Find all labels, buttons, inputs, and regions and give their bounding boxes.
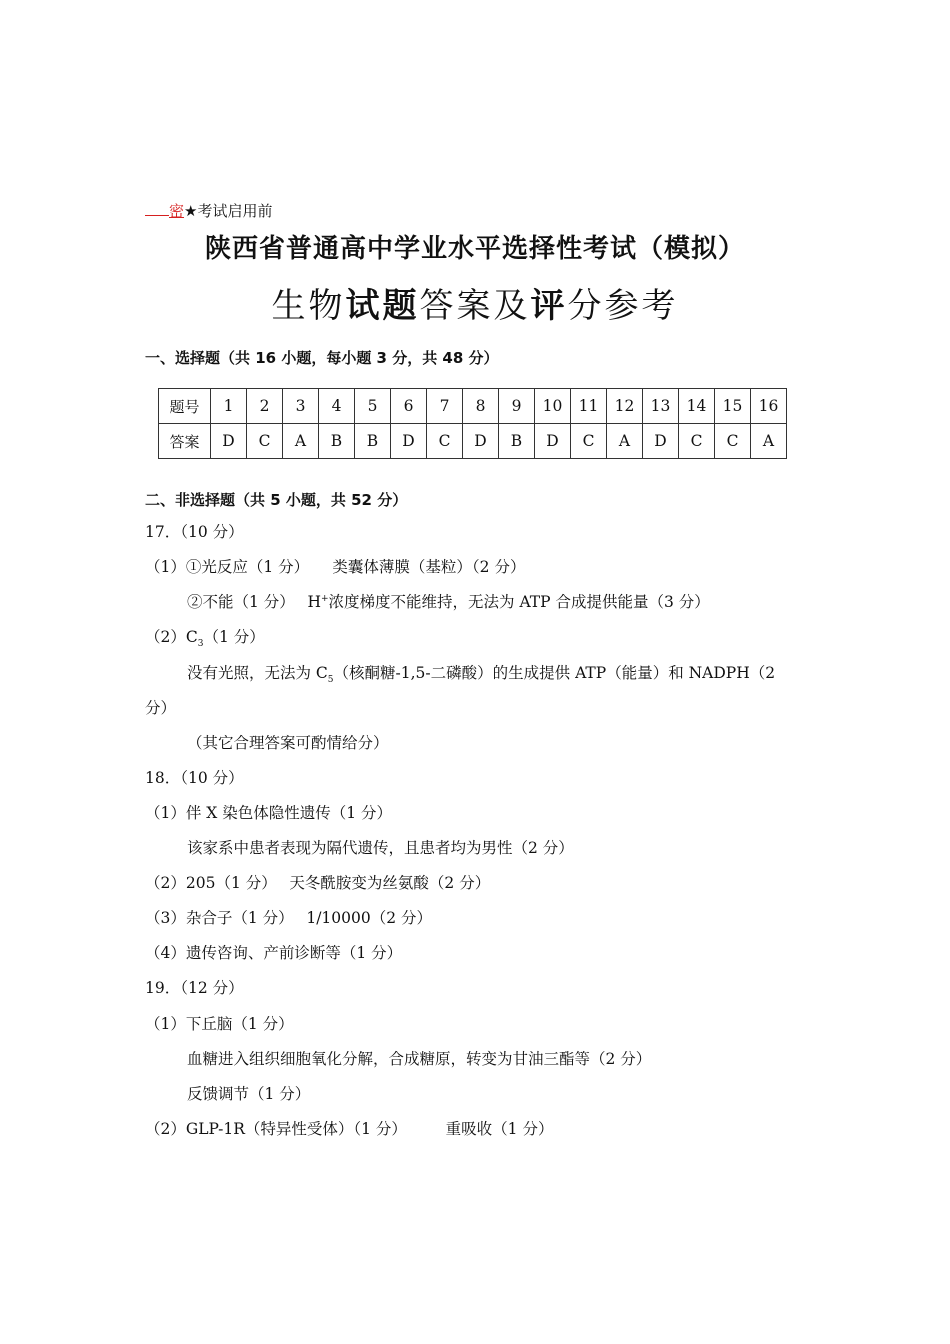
document-title: 陕西省普通高中学业水平选择性考试（模拟） [204, 234, 745, 264]
question-number: 5 [355, 389, 391, 424]
question-number: 12 [607, 389, 643, 424]
question-number: 16 [751, 389, 787, 424]
row-label-answer: 答案 [159, 424, 211, 459]
q19-part1: （1）下丘脑（1 分） [145, 1015, 294, 1033]
question-number: 9 [499, 389, 535, 424]
question-number: 14 [679, 389, 715, 424]
answer-cell: D [211, 424, 247, 459]
q18-part4: （4）遗传咨询、产前诊断等（1 分） [145, 944, 403, 962]
q17-part2-line1: $(2)C_3(1$ 分） [145, 628, 265, 650]
answer-cell: C [679, 424, 715, 459]
answer-cell: B [355, 424, 391, 459]
answer-cell: B [319, 424, 355, 459]
question-number: 4 [319, 389, 355, 424]
answer-cell: D [643, 424, 679, 459]
question-number: 15 [715, 389, 751, 424]
section1-heading: 一、选择题（共 16 小题，每小题 3 分，共 48 分） [145, 349, 499, 367]
answer-cell: D [535, 424, 571, 459]
answer-cell: A [607, 424, 643, 459]
answer-cell: C [427, 424, 463, 459]
q19-part1-regulation: 反馈调节（1 分） [187, 1085, 311, 1103]
table-row-numbers [159, 389, 787, 424]
q18-heading: 18．（10 分） [145, 769, 244, 787]
answer-cell: D [463, 424, 499, 459]
question-number: 7 [427, 389, 463, 424]
answer-table [158, 388, 787, 459]
q17-part1-line1: （1）①光反应（1 分） 类囊体薄膜（基粒）（2 分） [145, 558, 526, 576]
answer-cell: C [247, 424, 283, 459]
answer-cell: C [571, 424, 607, 459]
question-number: 11 [571, 389, 607, 424]
question-number: 2 [247, 389, 283, 424]
q19-part2: （2）GLP-1R（特异性受体）（1 分） 重吸收（1 分） [145, 1120, 554, 1138]
q18-part3: （3）杂合子（1 分） 1/10000（2 分） [145, 909, 433, 927]
q17-note: （其它合理答案可酌情给分） [187, 734, 389, 752]
question-number: 8 [463, 389, 499, 424]
answer-cell: A [751, 424, 787, 459]
q17-heading: 17．（10 分） [145, 523, 244, 541]
answer-cell: D [391, 424, 427, 459]
secret-label: 密 [145, 202, 184, 220]
table-row-answers [159, 424, 787, 459]
secret-rest: ★考试启用前 [184, 202, 273, 220]
answer-cell: B [499, 424, 535, 459]
question-number: 3 [283, 389, 319, 424]
q19-heading: 19．（12 分） [145, 979, 244, 997]
question-number: 10 [535, 389, 571, 424]
q18-part2: （2）205（1 分） 天冬酰胺变为丝氨酸（2 分） [145, 874, 491, 892]
question-number: 13 [643, 389, 679, 424]
answer-cell: C [715, 424, 751, 459]
question-number: 1 [211, 389, 247, 424]
document-subtitle: 生物试题答案及评分参考 [271, 286, 679, 326]
question-number: 6 [391, 389, 427, 424]
q18-part1-explanation: 该家系中患者表现为隔代遗传，且患者均为男性（2 分） [187, 839, 574, 857]
row-label-number: 题号 [159, 389, 211, 424]
q17-part2-line3: 分） [145, 699, 177, 717]
q19-part1-explanation: 血糖进入组织细胞氧化分解，合成糖原，转变为甘油三酯等（2 分） [187, 1050, 652, 1068]
confidential-mark [145, 200, 272, 221]
q17-part2-line2: 没有光照，无法为 $C_5$（核酮糖-1,5-二磷酸）的生成提供 ATP（能量）和 NADPH（2 [187, 664, 776, 686]
section2-heading: 二、非选择题（共 5 小题，共 52 分） [145, 491, 408, 509]
answer-cell: A [283, 424, 319, 459]
q17-part1-line2: ②不能（1 分） H+浓度梯度不能维持，无法为 ATP 合成提供能量（3 分） [187, 593, 710, 611]
q18-part1: （1）伴 X 染色体隐性遗传（1 分） [145, 804, 393, 822]
